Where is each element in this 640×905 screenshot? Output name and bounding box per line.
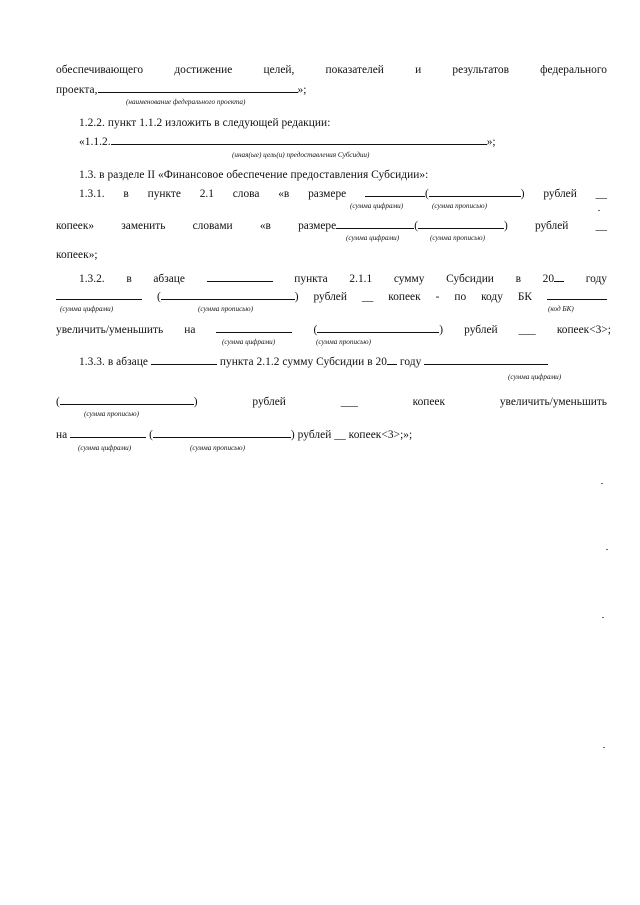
year-blank bbox=[387, 354, 397, 365]
item-1-3-1-line bbox=[79, 186, 607, 201]
paren-close: ) bbox=[193, 396, 198, 408]
caption-digits: (сумма цифрами) bbox=[508, 373, 562, 381]
word: 20 bbox=[542, 273, 555, 285]
item-1-1-2-tail: »; bbox=[486, 136, 496, 148]
caption-digits: (сумма цифрами) bbox=[60, 305, 114, 313]
word: 2.1 bbox=[199, 188, 214, 200]
change-words-blank bbox=[317, 322, 439, 333]
new-amount-words-blank bbox=[418, 218, 504, 229]
item-1-3-3-c: году bbox=[399, 356, 422, 368]
amount-words-blank bbox=[60, 394, 194, 405]
item-1-1-2-line bbox=[79, 134, 496, 149]
word: - bbox=[435, 291, 440, 303]
caption-words: (сумма прописью) bbox=[190, 444, 246, 452]
paren-open: ( bbox=[313, 324, 318, 336]
word: ___ bbox=[518, 324, 536, 336]
word: рублей bbox=[543, 188, 577, 200]
item-1-3: 1.3. в разделе II «Финансовое обеспечение предоставления Субсидии»: bbox=[79, 169, 429, 181]
amount-digits-blank bbox=[70, 427, 146, 438]
paragraph-blank bbox=[151, 354, 217, 365]
amount-words-blank bbox=[153, 427, 291, 438]
caption-digits: (сумма цифрами) bbox=[350, 202, 404, 210]
word: и bbox=[415, 64, 422, 76]
word: «в bbox=[278, 188, 290, 200]
amount-words-blank bbox=[429, 186, 521, 197]
word: рублей bbox=[252, 396, 286, 408]
word: коду bbox=[481, 291, 503, 303]
word: копеек<3>; bbox=[556, 324, 611, 336]
word: словами bbox=[192, 220, 233, 232]
amount-digits-blank bbox=[365, 186, 425, 197]
item-1-2-2: 1.2.2. пункт 1.1.2 изложить в следующей редакции: bbox=[79, 117, 331, 129]
paren-close: ) bbox=[294, 291, 299, 303]
word: году bbox=[585, 273, 607, 285]
word: размере bbox=[308, 188, 347, 200]
word: размере bbox=[298, 220, 337, 232]
word: увеличить/уменьшить bbox=[56, 324, 164, 336]
item-1-3-2-line bbox=[79, 271, 607, 286]
caption-words: (сумма прописью) bbox=[198, 305, 254, 313]
word: 2.1.1 bbox=[349, 273, 373, 285]
last-c: ) рублей __ копеек<3>;»; bbox=[290, 429, 413, 441]
caption-digits: (сумма цифрами) bbox=[346, 234, 400, 242]
word: __ bbox=[595, 188, 607, 200]
change-digits-blank bbox=[216, 322, 292, 333]
project-line bbox=[56, 82, 306, 97]
paren-open: ( bbox=[56, 396, 60, 408]
word: рублей bbox=[464, 324, 498, 336]
word: показателей bbox=[325, 64, 384, 76]
word: Субсидии bbox=[446, 273, 494, 285]
word: 1.3.2. bbox=[79, 273, 105, 285]
caption-digits: (сумма цифрами) bbox=[222, 338, 276, 346]
word: в bbox=[123, 188, 129, 200]
caption-words: (сумма прописью) bbox=[430, 234, 486, 242]
replace-line bbox=[56, 218, 607, 233]
word: пункта bbox=[294, 273, 328, 285]
kbk-blank bbox=[547, 289, 607, 300]
word: по bbox=[454, 291, 467, 303]
word: на bbox=[184, 324, 196, 336]
paren-close: ) bbox=[520, 188, 525, 200]
caption-kbk: (код БК) bbox=[548, 305, 574, 313]
paren-close: ) bbox=[439, 324, 444, 336]
word: копеек bbox=[388, 291, 421, 303]
word: в bbox=[515, 273, 521, 285]
word: в bbox=[126, 273, 132, 285]
word: пункте bbox=[147, 188, 181, 200]
text-line-1 bbox=[56, 64, 607, 77]
word: достижение bbox=[174, 64, 233, 76]
year-blank bbox=[554, 271, 564, 282]
word: заменить bbox=[121, 220, 166, 232]
word: __ bbox=[595, 220, 607, 232]
kopeek-end: копеек»; bbox=[56, 249, 98, 261]
word: увеличить/уменьшить bbox=[499, 396, 607, 408]
paragraph-blank bbox=[207, 271, 273, 282]
word: 1.3.1. bbox=[79, 188, 105, 200]
word: результатов bbox=[452, 64, 509, 76]
caption-project-name: (наименование федерального проекта) bbox=[126, 98, 246, 106]
item-1-1-2-label: «1.1.2. bbox=[79, 136, 111, 148]
word: копеек» bbox=[56, 220, 95, 232]
word: абзаце bbox=[153, 273, 185, 285]
item-1-3-3-b: пункта 2.1.2 сумму Субсидии в 20 bbox=[219, 356, 388, 368]
amount-digits-blank bbox=[56, 289, 142, 300]
word: рублей bbox=[313, 291, 347, 303]
amount-digits-blank bbox=[424, 354, 548, 365]
item-1-3-2-line-c bbox=[56, 322, 611, 337]
item-1-3-3-a: 1.3.3. в абзаце bbox=[79, 356, 149, 368]
word: сумму bbox=[393, 273, 425, 285]
caption-goal: (иная(ые) цель(и) предоставления Субсидии) bbox=[232, 151, 370, 159]
paren-open: ( bbox=[149, 429, 153, 441]
paren-open: ( bbox=[414, 220, 418, 232]
word: целей, bbox=[263, 64, 295, 76]
word: __ bbox=[361, 291, 374, 303]
word: рублей bbox=[534, 220, 569, 232]
goal-blank bbox=[111, 134, 487, 145]
project-tail: »; bbox=[297, 84, 307, 96]
amount-words-blank bbox=[161, 289, 295, 300]
new-amount-digits-blank bbox=[336, 218, 414, 229]
item-1-3-2-line-b bbox=[56, 289, 607, 304]
caption-words: (сумма прописью) bbox=[316, 338, 372, 346]
word: БК bbox=[517, 291, 533, 303]
paren-open: ( bbox=[156, 291, 161, 303]
paren-open: ( bbox=[424, 188, 429, 200]
item-1-3-3-line bbox=[79, 354, 548, 369]
last-line bbox=[56, 427, 412, 442]
word: ___ bbox=[340, 396, 358, 408]
word: «в bbox=[259, 220, 271, 232]
word: обеспечивающего bbox=[56, 64, 144, 76]
paren-close: ) bbox=[503, 220, 508, 232]
caption-words: (сумма прописью) bbox=[432, 202, 488, 210]
project-name-blank bbox=[98, 82, 298, 93]
item-1-3-3-line-b bbox=[56, 394, 607, 409]
last-a: на bbox=[56, 429, 68, 441]
word: слова bbox=[232, 188, 260, 200]
caption-words: (сумма прописью) bbox=[84, 410, 140, 418]
caption-digits: (сумма цифрами) bbox=[78, 444, 132, 452]
word: копеек bbox=[412, 396, 446, 408]
project-label: проекта, bbox=[56, 84, 98, 96]
word: федерального bbox=[540, 64, 607, 76]
